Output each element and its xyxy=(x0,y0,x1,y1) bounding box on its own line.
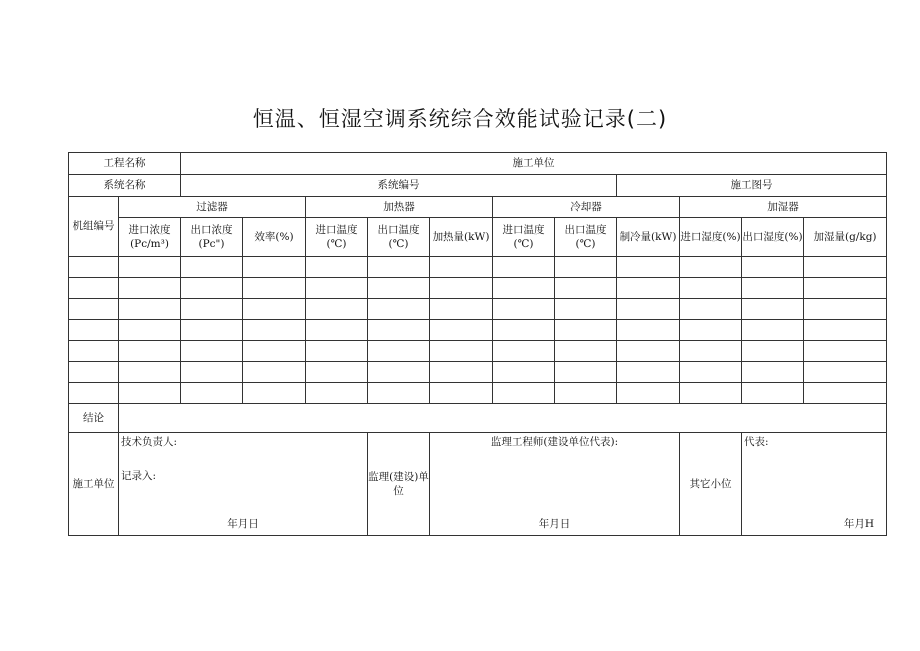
project-row xyxy=(69,153,887,175)
data-cell[interactable] xyxy=(368,299,430,320)
data-cell[interactable] xyxy=(306,299,368,320)
data-cell[interactable] xyxy=(119,278,181,299)
data-cell[interactable] xyxy=(69,362,119,383)
data-cell[interactable] xyxy=(555,278,617,299)
data-cell[interactable] xyxy=(306,257,368,278)
sub-header-cell: 出口湿度(%) xyxy=(742,218,804,257)
group-heater: 加热器 xyxy=(306,197,493,218)
data-cell[interactable] xyxy=(742,320,804,341)
sub-header-cell: 制冷量(kW) xyxy=(617,218,680,257)
table-row xyxy=(69,299,887,320)
sub-header-cell: 加湿量(g/kg) xyxy=(804,218,887,257)
data-cell[interactable] xyxy=(306,362,368,383)
tech-lead-label: 技术负责人: xyxy=(121,436,178,448)
sub-header-cell: 进口温度(℃) xyxy=(306,218,368,257)
data-cell[interactable] xyxy=(493,362,555,383)
data-cell[interactable] xyxy=(181,383,243,404)
data-cell[interactable] xyxy=(430,278,493,299)
data-cell[interactable] xyxy=(680,320,742,341)
sub-header-cell: 效率(%) xyxy=(243,218,306,257)
data-cell[interactable] xyxy=(680,341,742,362)
data-cell[interactable] xyxy=(368,383,430,404)
data-cell[interactable] xyxy=(243,341,306,362)
data-cell[interactable] xyxy=(617,341,680,362)
data-cell[interactable] xyxy=(430,257,493,278)
data-cell[interactable] xyxy=(680,362,742,383)
data-cell[interactable] xyxy=(181,362,243,383)
data-cell[interactable] xyxy=(493,257,555,278)
data-cell[interactable] xyxy=(555,299,617,320)
system-row xyxy=(69,175,887,197)
data-cell[interactable] xyxy=(119,299,181,320)
data-cell[interactable] xyxy=(368,257,430,278)
data-cell[interactable] xyxy=(742,278,804,299)
sub-header-row xyxy=(69,218,887,257)
data-cell[interactable] xyxy=(742,257,804,278)
data-cell[interactable] xyxy=(119,320,181,341)
data-cell[interactable] xyxy=(742,362,804,383)
table-row xyxy=(69,383,887,404)
test-record-table xyxy=(68,152,887,536)
data-cell[interactable] xyxy=(493,299,555,320)
supervision-sign-label: 监理(建设)单位 xyxy=(368,433,430,536)
data-cell[interactable] xyxy=(119,257,181,278)
date-label-left: 年月日 xyxy=(227,517,259,530)
data-cell[interactable] xyxy=(69,299,119,320)
data-cell[interactable] xyxy=(368,341,430,362)
construction-unit-sign-label: 施工单位 xyxy=(69,433,119,536)
data-cell[interactable] xyxy=(368,278,430,299)
group-filter: 过滤器 xyxy=(119,197,306,218)
data-cell[interactable] xyxy=(742,341,804,362)
sub-header-cell: 进口湿度(%) xyxy=(680,218,742,257)
date-label-mid: 年月日 xyxy=(538,517,571,530)
unit-number-header: 机组编号 xyxy=(69,197,119,257)
system-number-label: 系统编号 xyxy=(181,175,617,197)
data-cell[interactable] xyxy=(69,278,119,299)
data-cell[interactable] xyxy=(181,257,243,278)
data-cell[interactable] xyxy=(680,299,742,320)
data-cell[interactable] xyxy=(243,299,306,320)
conclusion-field[interactable] xyxy=(119,404,887,433)
data-cell[interactable] xyxy=(306,278,368,299)
data-cell[interactable] xyxy=(119,341,181,362)
data-cell[interactable] xyxy=(742,383,804,404)
system-name-label: 系统名称 xyxy=(69,175,181,197)
data-cell[interactable] xyxy=(804,362,887,383)
group-cooler: 冷却器 xyxy=(493,197,680,218)
signature-row xyxy=(69,433,887,536)
sub-header-cell: 出口温度(℃) xyxy=(555,218,617,257)
data-cell[interactable] xyxy=(243,257,306,278)
table-row xyxy=(69,362,887,383)
table-row xyxy=(69,341,887,362)
data-cell[interactable] xyxy=(680,278,742,299)
supervision-engineer-label: 监理工程师(建设单位代表): xyxy=(490,436,619,448)
other-unit-sign-field[interactable] xyxy=(742,433,887,536)
sub-header-cell: 进口浓度(Pc/m³) xyxy=(119,218,181,257)
data-cell[interactable] xyxy=(617,320,680,341)
data-cell[interactable] xyxy=(119,362,181,383)
conclusion-label: 结论 xyxy=(69,404,119,433)
table-row xyxy=(69,278,887,299)
data-cell[interactable] xyxy=(306,341,368,362)
representative-label: 代表: xyxy=(744,436,769,448)
data-cell[interactable] xyxy=(430,362,493,383)
data-cell[interactable] xyxy=(804,320,887,341)
data-cell[interactable] xyxy=(306,383,368,404)
data-cell[interactable] xyxy=(430,320,493,341)
data-cell[interactable] xyxy=(368,362,430,383)
data-cell[interactable] xyxy=(555,320,617,341)
page-title: 恒温、恒湿空调系统综合效能试验记录(二) xyxy=(252,107,668,131)
data-cell[interactable] xyxy=(181,278,243,299)
data-cell[interactable] xyxy=(181,320,243,341)
data-cell[interactable] xyxy=(555,383,617,404)
data-cell[interactable] xyxy=(306,320,368,341)
data-cell[interactable] xyxy=(555,257,617,278)
data-cell[interactable] xyxy=(243,362,306,383)
sub-header-cell: 出口温度(℃) xyxy=(368,218,430,257)
data-cell[interactable] xyxy=(493,341,555,362)
supervision-sign-field[interactable] xyxy=(430,433,680,536)
data-cell[interactable] xyxy=(804,383,887,404)
drawing-number-label: 施工图号 xyxy=(617,175,887,197)
data-cell[interactable] xyxy=(617,278,680,299)
project-name-label: 工程名称 xyxy=(69,153,181,175)
data-cell[interactable] xyxy=(680,383,742,404)
conclusion-row xyxy=(69,404,887,433)
group-humidifier: 加湿器 xyxy=(680,197,887,218)
data-cell[interactable] xyxy=(119,383,181,404)
table-row xyxy=(69,257,887,278)
data-cell[interactable] xyxy=(804,278,887,299)
data-cell[interactable] xyxy=(69,320,119,341)
table-row xyxy=(69,320,887,341)
sub-header-cell: 进口温度(℃) xyxy=(493,218,555,257)
data-cell[interactable] xyxy=(617,299,680,320)
construction-unit-label: 施工单位 xyxy=(181,153,887,175)
data-cell[interactable] xyxy=(680,257,742,278)
data-cell[interactable] xyxy=(804,299,887,320)
data-cell[interactable] xyxy=(804,257,887,278)
data-rows xyxy=(69,257,887,404)
data-cell[interactable] xyxy=(555,341,617,362)
data-cell[interactable] xyxy=(243,278,306,299)
sub-header-cell: 出口浓度(Pc") xyxy=(181,218,243,257)
data-cell[interactable] xyxy=(69,383,119,404)
data-cell[interactable] xyxy=(430,383,493,404)
date-label-right: 年月H xyxy=(843,517,875,530)
recorder-label: 记录入: xyxy=(121,470,157,482)
data-cell[interactable] xyxy=(368,320,430,341)
data-cell[interactable] xyxy=(742,299,804,320)
data-cell[interactable] xyxy=(617,362,680,383)
data-cell[interactable] xyxy=(555,362,617,383)
data-cell[interactable] xyxy=(617,257,680,278)
data-cell[interactable] xyxy=(430,299,493,320)
data-cell[interactable] xyxy=(430,341,493,362)
data-cell[interactable] xyxy=(181,299,243,320)
data-cell[interactable] xyxy=(493,320,555,341)
data-cell[interactable] xyxy=(69,257,119,278)
sub-header-cell: 加热量(kW) xyxy=(430,218,493,257)
data-cell[interactable] xyxy=(181,341,243,362)
data-cell[interactable] xyxy=(243,383,306,404)
other-unit-sign-label: 其它小位 xyxy=(680,433,742,536)
data-cell[interactable] xyxy=(69,341,119,362)
data-cell[interactable] xyxy=(804,341,887,362)
data-cell[interactable] xyxy=(493,383,555,404)
construction-unit-sign-field[interactable] xyxy=(119,433,368,536)
data-cell[interactable] xyxy=(243,320,306,341)
data-cell[interactable] xyxy=(493,278,555,299)
data-cell[interactable] xyxy=(617,383,680,404)
group-header-row xyxy=(69,197,887,218)
